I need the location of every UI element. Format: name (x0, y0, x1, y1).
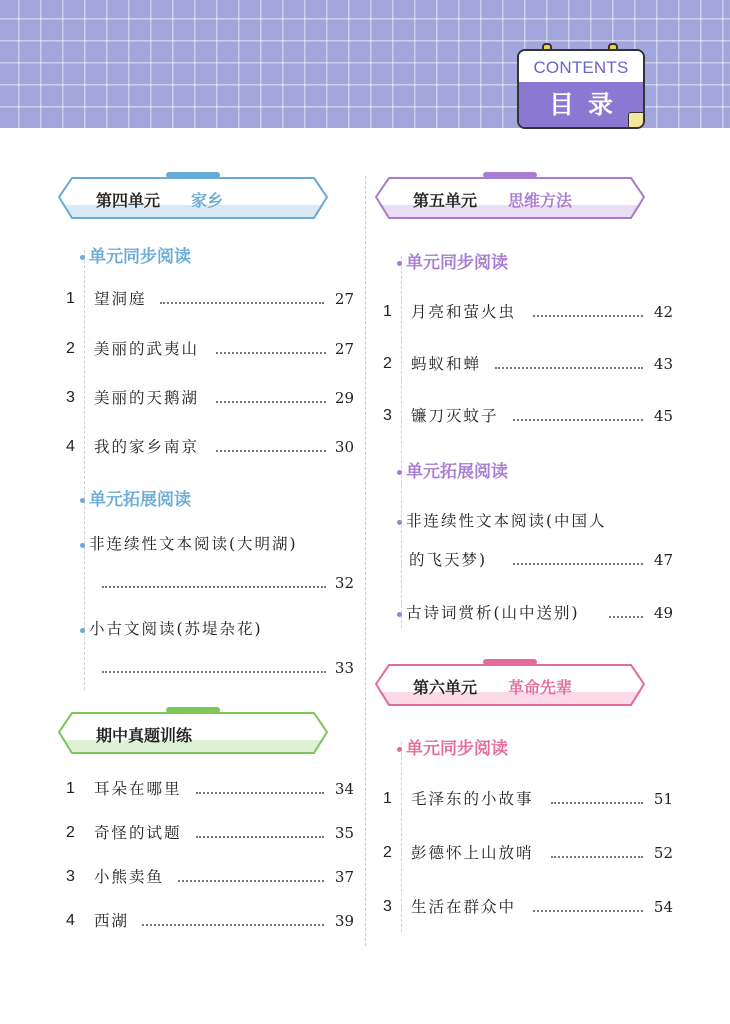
toc-item[interactable] (397, 601, 673, 625)
leader-dots (551, 787, 643, 804)
item-page: 52 (653, 844, 673, 862)
item-page: 45 (653, 407, 673, 425)
unit5-sub2 (397, 457, 508, 482)
unit4-tab (166, 172, 220, 178)
unit5-banner (375, 177, 645, 219)
toc-item[interactable] (66, 777, 354, 801)
item-title: 镰刀灭蚊子 (411, 407, 499, 425)
leader-dots (513, 548, 643, 565)
item-num: 1 (66, 780, 75, 797)
unit4-sub2-text: 单元拓展阅读 (89, 490, 191, 510)
item-title: 古诗词赏析(山中送别) (397, 601, 580, 625)
item-title: 美丽的武夷山 (94, 340, 200, 358)
leader-dots (216, 386, 326, 403)
item-title: 小熊卖鱼 (94, 868, 165, 886)
midterm-label: 期中真题训练 (96, 726, 193, 745)
leader-dots (495, 352, 643, 369)
unit6-theme: 革命先辈 (508, 678, 573, 697)
column-divider (365, 176, 366, 946)
item-page: 54 (653, 898, 673, 916)
leader-dots (102, 656, 326, 673)
item-page: 33 (334, 659, 354, 677)
item-title: 蚂蚁和蝉 (411, 355, 482, 373)
item-num: 4 (66, 438, 75, 455)
toc-item[interactable] (66, 337, 354, 361)
item-num: 2 (66, 824, 75, 841)
item-page: 30 (334, 438, 354, 456)
unit4-theme: 家乡 (191, 191, 224, 210)
item-page: 32 (334, 574, 354, 592)
unit5-tab (483, 172, 537, 178)
item-title: 月亮和萤火虫 (411, 303, 517, 321)
item-title: 望洞庭 (94, 290, 147, 308)
leader-dots (160, 287, 324, 304)
item-page: 39 (334, 912, 354, 930)
item-page: 51 (653, 790, 673, 808)
leader-dots (142, 909, 324, 926)
item-title: 耳朵在哪里 (94, 780, 182, 798)
item-page: 49 (653, 604, 673, 622)
unit4-banner (58, 177, 328, 219)
toc-item[interactable] (383, 841, 673, 865)
unit5-label: 第五单元 (413, 191, 478, 210)
contents-title-cn: 目录 (519, 82, 643, 127)
toc-item[interactable] (66, 386, 354, 410)
item-page: 42 (653, 303, 673, 321)
toc-item[interactable] (66, 865, 354, 889)
leader-dots (216, 435, 326, 452)
item-page: 29 (334, 389, 354, 407)
toc-item[interactable] (66, 287, 354, 311)
toc-item-cont[interactable] (80, 571, 354, 595)
item-title: 生活在群众中 (411, 898, 517, 916)
item-num: 1 (66, 290, 75, 307)
leader-dots (196, 821, 324, 838)
toc-item[interactable] (66, 435, 354, 459)
item-num: 1 (383, 790, 392, 807)
leader-dots (216, 337, 326, 354)
leader-dots (551, 841, 643, 858)
item-num: 3 (383, 898, 392, 915)
midterm-tab (166, 707, 220, 713)
item-title: 毛泽东的小故事 (411, 790, 534, 808)
unit5-sub1-text: 单元同步阅读 (406, 253, 508, 273)
leader-dots (513, 404, 643, 421)
item-page: 43 (653, 355, 673, 373)
item-title: 我的家乡南京 (94, 438, 200, 456)
item-title: 美丽的天鹅湖 (94, 389, 200, 407)
toc-item[interactable] (66, 821, 354, 845)
item-page: 34 (334, 780, 354, 798)
toc-item[interactable] (383, 404, 673, 428)
toc-item[interactable] (397, 509, 673, 533)
toc-item[interactable] (80, 532, 354, 556)
item-title: 非连续性文本阅读(大明湖) (80, 532, 298, 556)
unit5-theme: 思维方法 (508, 191, 573, 210)
item-num: 3 (66, 389, 75, 406)
item-page: 37 (334, 868, 354, 886)
unit6-label: 第六单元 (413, 678, 478, 697)
contents-title-en: CONTENTS (519, 51, 643, 82)
item-title: 小古文阅读(苏堤杂花) (80, 617, 263, 641)
item-num: 2 (383, 844, 392, 861)
leader-dots (178, 865, 324, 882)
unit6-sub1 (397, 734, 508, 759)
unit4-sub1-text: 单元同步阅读 (89, 247, 191, 267)
unit5-sub2-text: 单元拓展阅读 (406, 462, 508, 482)
leader-dots (196, 777, 324, 794)
toc-item[interactable] (383, 787, 673, 811)
item-title: 西湖 (94, 912, 130, 930)
toc-item[interactable] (66, 909, 354, 933)
toc-item[interactable] (383, 895, 673, 919)
unit6-tab (483, 659, 537, 665)
item-num: 3 (66, 868, 75, 885)
item-page: 35 (334, 824, 354, 842)
item-title: 彭德怀上山放哨 (411, 844, 534, 862)
unit4-sub2 (80, 485, 191, 510)
item-page: 27 (334, 340, 354, 358)
toc-item[interactable] (80, 617, 354, 641)
leader-dots (102, 571, 326, 588)
item-num: 3 (383, 407, 392, 424)
unit4-sub1 (80, 242, 191, 267)
item-num: 2 (383, 355, 392, 372)
toc-item-cont[interactable] (397, 548, 673, 572)
item-num: 4 (66, 912, 75, 929)
unit4-label: 第四单元 (96, 191, 161, 210)
note-corner (628, 112, 643, 127)
item-title: 非连续性文本阅读(中国人 (397, 509, 607, 533)
leader-dots (533, 300, 643, 317)
leader-dots (533, 895, 643, 912)
item-page: 47 (653, 551, 673, 569)
toc-item-cont[interactable] (80, 656, 354, 680)
item-num: 1 (383, 303, 392, 320)
item-title: 奇怪的试题 (94, 824, 182, 842)
toc-item[interactable] (383, 300, 673, 324)
midterm-banner (58, 712, 328, 754)
unit6-sub1-text: 单元同步阅读 (406, 739, 508, 759)
toc-item[interactable] (383, 352, 673, 376)
unit5-sub1 (397, 248, 508, 273)
item-num: 2 (66, 340, 75, 357)
unit6-banner (375, 664, 645, 706)
item-title-cont: 的飞天梦) (409, 551, 488, 569)
leader-dots (609, 601, 643, 618)
contents-badge (517, 49, 645, 129)
item-page: 27 (334, 290, 354, 308)
